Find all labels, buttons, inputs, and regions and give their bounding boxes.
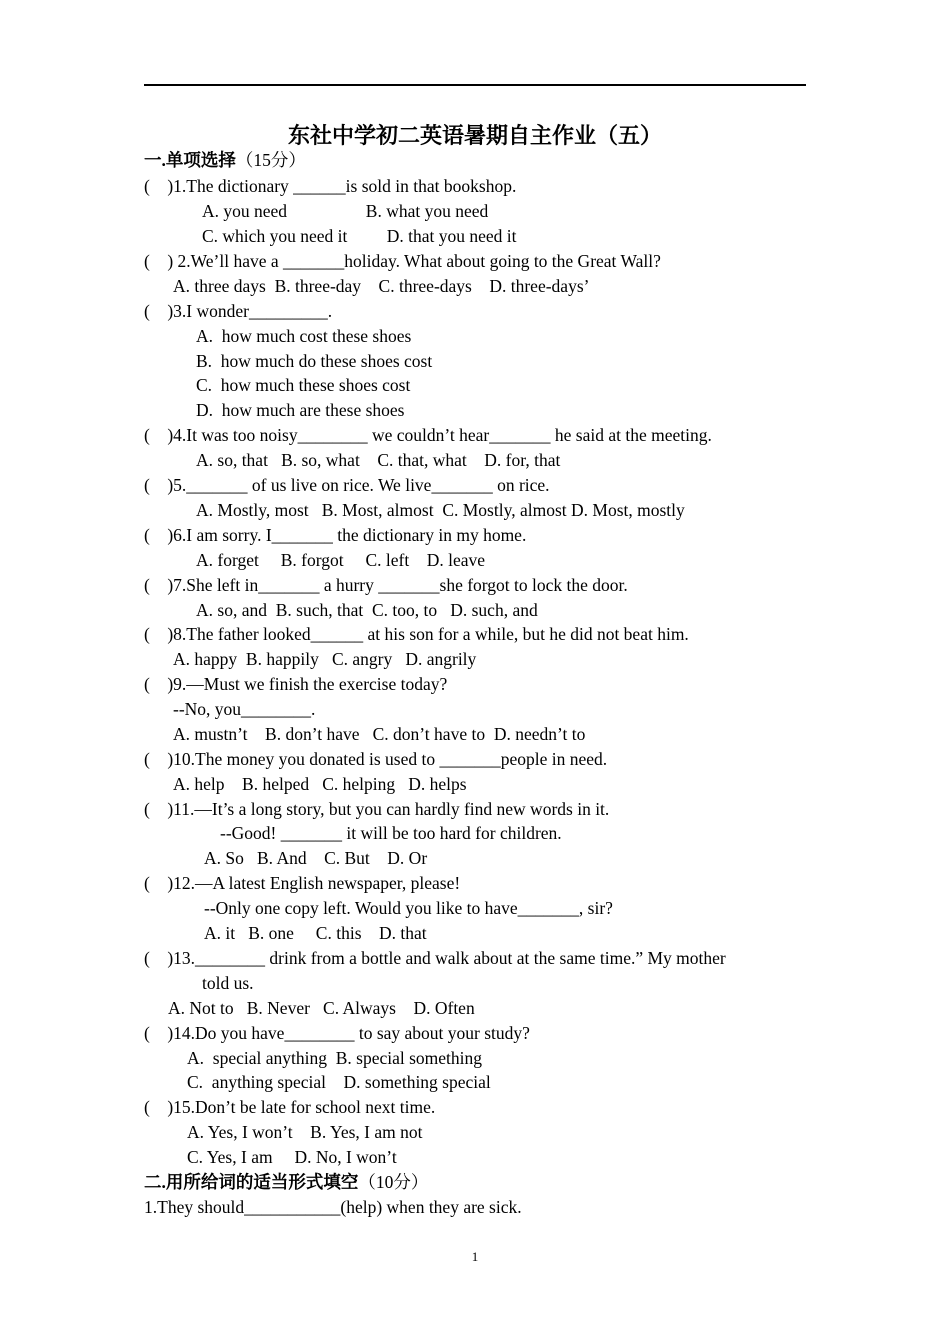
q5-options: A. Mostly, most B. Most, almost C. Mostly, almost D. Most, mostly: [196, 500, 685, 520]
question-7: ( )7.She left in_______ a hurry _______she forgot to lock the door.: [144, 575, 628, 595]
q1-options-ab: A. you need B. what you need: [202, 201, 489, 221]
question-15: ( )15.Don’t be late for school next time.: [144, 1097, 436, 1117]
question-9: ( )9.—Must we finish the exercise today?: [144, 674, 448, 694]
question-1: ( )1.The dictionary ______is sold in that bookshop.: [144, 176, 517, 196]
q4-options: A. so, that B. so, what C. that, what D. for, that: [196, 450, 561, 470]
fill-blank-1: 1.They should___________(help) when they are sick.: [144, 1197, 522, 1217]
q2-options: A. three days B. three-day C. three-days D. three-days’: [173, 276, 590, 296]
q10-options: A. help B. helped C. helping D. helps: [173, 774, 467, 794]
section-2-points: （10分）: [358, 1172, 429, 1192]
q11-response: --Good! _______ it will be too hard for children.: [220, 823, 562, 843]
q3-option-c: C. how much these shoes cost: [196, 375, 411, 395]
q9-options: A. mustn’t B. don’t have C. don’t have to D. needn’t to: [173, 724, 586, 744]
q15-options-ab: A. Yes, I won’t B. Yes, I am not: [187, 1122, 423, 1142]
question-4: ( )4.It was too noisy________ we couldn’t hear_______ he said at the meeting.: [144, 425, 712, 445]
question-8: ( )8.The father looked______ at his son for a while, but he did not beat him.: [144, 624, 689, 644]
q14-options-cd: C. anything special D. something special: [187, 1072, 491, 1092]
q13-options: A. Not to B. Never C. Always D. Often: [168, 998, 475, 1018]
question-5: ( )5._______ of us live on rice. We live_______ on rice.: [144, 475, 550, 495]
q1-options-cd: C. which you need it D. that you need it: [202, 226, 517, 246]
q12-response: --Only one copy left. Would you like to have_______, sir?: [204, 898, 613, 918]
document-title: 东社中学初二英语暑期自主作业（五）: [287, 123, 662, 148]
question-2: ( ) 2.We’ll have a _______holiday. What about going to the Great Wall?: [144, 251, 661, 271]
section-1-points: （15分）: [235, 150, 306, 170]
q11-options: A. So B. And C. But D. Or: [204, 848, 428, 868]
question-6: ( )6.I am sorry. I_______ the dictionary in my home.: [144, 525, 527, 545]
question-11: ( )11.—It’s a long story, but you can hardly find new words in it.: [144, 799, 610, 819]
question-13: ( )13.________ drink from a bottle and walk about at the same time.” My mother: [144, 948, 726, 968]
section-2-title: 二.用所给词的适当形式填空: [144, 1172, 359, 1192]
q9-response: --No, you________.: [173, 699, 316, 719]
q7-options: A. so, and B. such, that C. too, to D. such, and: [196, 600, 538, 620]
q3-option-a: A. how much cost these shoes: [196, 326, 412, 346]
section-2-heading: [144, 1170, 428, 1194]
question-10: ( )10.The money you donated is used to _______people in need.: [144, 749, 608, 769]
header-rule: [144, 84, 806, 86]
q3-option-b: B. how much do these shoes cost: [196, 351, 433, 371]
page-number: 1: [471, 1249, 479, 1264]
q3-option-d: D. how much are these shoes: [196, 400, 405, 420]
q14-options-ab: A. special anything B. special something: [187, 1048, 483, 1068]
q8-options: A. happy B. happily C. angry D. angrily: [173, 649, 477, 669]
question-13-cont: told us.: [202, 973, 254, 993]
q15-options-cd: C. Yes, I am D. No, I won’t: [187, 1147, 397, 1167]
q12-options: A. it B. one C. this D. that: [204, 923, 427, 943]
question-14: ( )14.Do you have________ to say about your study?: [144, 1023, 530, 1043]
question-3: ( )3.I wonder_________.: [144, 301, 333, 321]
section-1-heading: [144, 148, 306, 172]
q6-options: A. forget B. forgot C. left D. leave: [196, 550, 486, 570]
question-12: ( )12.—A latest English newspaper, please!: [144, 873, 461, 893]
section-1-title: 一.单项选择: [144, 150, 236, 170]
